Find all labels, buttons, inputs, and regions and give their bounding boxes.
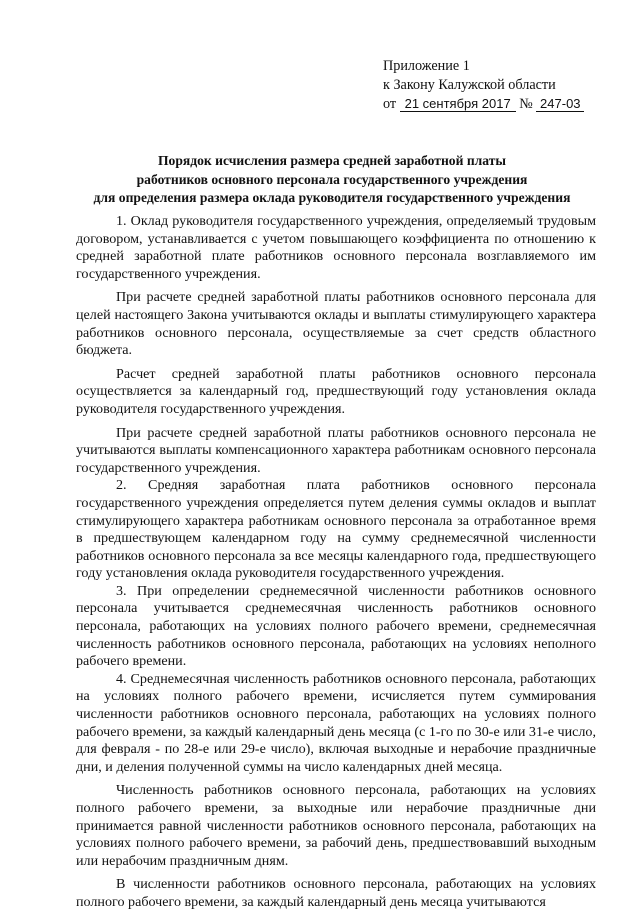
appendix-date-line (383, 95, 623, 114)
appendix-title: Приложение 1 (383, 58, 470, 74)
paragraph: 2. Средняя заработная плата работников основного персонала государственного учреждения определяется путем деления суммы окладов и выплат стимулирующего характера работникам основного персонала за отработанное время в предшествующем календарном году на сумму среднемесячной численности работников основного персонала за все месяцы календарного года, предшествующего году установления оклада руководителя государственного учреждения. (76, 477, 596, 582)
document-title (60, 152, 604, 208)
paragraph: При расчете средней заработной платы работников основного персонала не учитываются выплаты компенсационного характера работникам основного персонала государственного учреждения. (76, 424, 596, 476)
title-line-3: для определения размера оклада руководителя государственного учреждения (93, 190, 571, 205)
title-line-1: Порядок исчисления размера средней заработной платы (157, 153, 507, 168)
paragraph: 1. Оклад руководителя государственного учреждения, определяемый трудовым договором, устанавливается с учетом повышающего коэффициента по отношению к средней заработной плате работников основного персонала возглавляемого им государственного учреждения. (76, 213, 596, 282)
date-value: 21 сентября 2017 (400, 97, 516, 112)
date-prefix: от (383, 96, 397, 112)
paragraph: Расчет средней заработной платы работников основного персонала осуществляется за календарный год, предшествующий году установления оклада руководителя государственного учреждения. (76, 365, 596, 417)
paragraph: В численности работников основного персонала, работающих на условиях полного рабочего времени, за каждый календарный день месяца учитываются (76, 876, 596, 910)
paragraph: 3. При определении среднемесячной численности работников основного персонала учитывается среднемесячная численность работников основного персонала, работающих на условиях полного рабочего времени, среднемесячная численность работников основного персонала, работающих на условиях неполного рабочего времени. (76, 582, 596, 670)
paragraph: При расчете средней заработной платы работников основного персонала для целей настоящего Закона учитываются оклады и выплаты стимулирующего характера работников основного персонала, осуществляемые за счет средств областного бюджета. (76, 289, 596, 359)
document-body (76, 213, 596, 912)
paragraph: 4. Среднемесячная численность работников основного персонала, работающих на условиях полного рабочего времени, исчисляется путем суммирования численности работников основного персонала, работающих на условиях полного рабочего времени, за каждый календарный день месяца (с 1-го по 30-е или 31-е число, для февраля - по 28-е или 29-е число), включая выходные и нерабочие праздничные дни, и деления полученной суммы на число календарных дней месяца. (76, 670, 596, 775)
appendix-law-reference: к Закону Калужской области (383, 77, 556, 93)
number-value: 247-03 (536, 97, 584, 112)
appendix-header (383, 57, 623, 114)
title-line-2: работников основного персонала государственного учреждения (136, 171, 528, 187)
paragraph: Численность работников основного персонала, работающих на условиях полного рабочего времени, за выходные или нерабочие праздничные дни принимается равной численности работников основного персонала, работающих на условиях полного рабочего времени, за рабочий день, предшествовавший выходным или нерабочим праздничным дням. (76, 782, 596, 869)
number-prefix: № (519, 96, 533, 112)
